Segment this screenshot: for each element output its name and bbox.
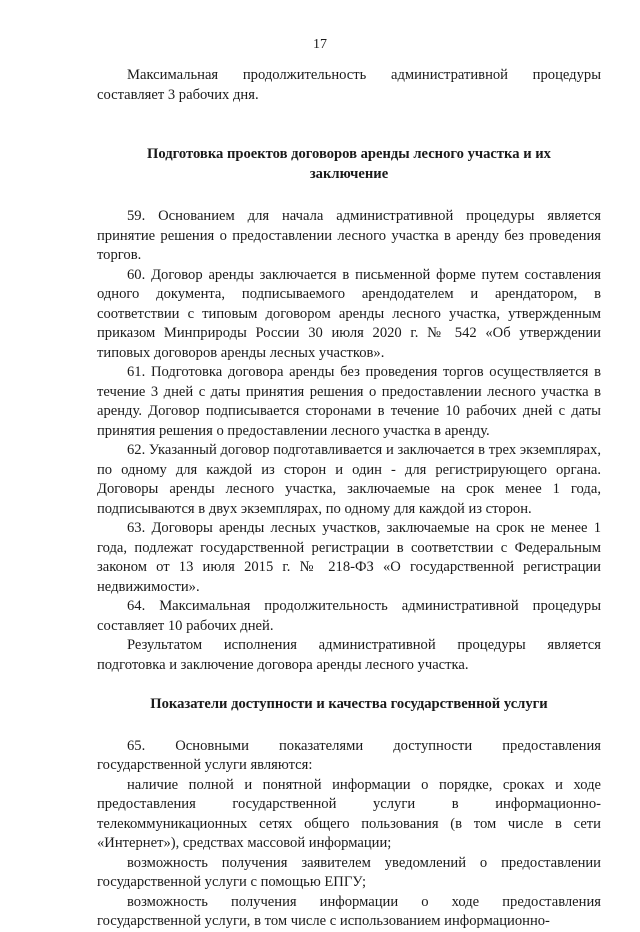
paragraph-progress-info: возможность получения информации о ходе предоставления государственной услуги, в том числе с использованием информационно-	[97, 893, 601, 929]
paragraph-65: 65. Основными показателями доступности предоставления государственной услуги являются:	[97, 737, 601, 773]
paragraph-result: Результатом исполнения административной процедуры является подготовка и заключение договора аренды лесного участка.	[97, 637, 601, 673]
paragraph-59: 59. Основанием для начала административной процедуры является принятие решения о предоставлении лесного участка в аренду без проведения торгов.	[97, 208, 601, 263]
paragraph-62: 62. Указанный договор подготавливается и заключается в трех экземплярах, по одному для каждой из сторон и один - для регистрирующего органа. Договоры аренды лесного участка, заключаемые на срок менее 1 года, подписываются в двух экземплярах, по одному для каждой из сторон.	[97, 442, 601, 517]
paragraph-64: 64. Максимальная продолжительность административной процедуры составляет 10 рабочих дней.	[97, 598, 601, 634]
intro-paragraph: Максимальная продолжительность административной процедуры составляет 3 рабочих дня.	[97, 67, 601, 103]
section-heading-lease-contracts: Подготовка проектов договоров аренды лесного участка и их заключение	[147, 146, 551, 182]
document-body	[97, 66, 601, 932]
paragraph-60: 60. Договор аренды заключается в письменной форме путем составления одного документа, подписываемого арендодателем и арендатором, в соответствии с типовым договором аренды лесного участка, утвержденным приказом Минприроды России 30 июля 2020 г. № 542 «Об утверждении типовых договоров аренды лесных участков».	[97, 266, 601, 361]
paragraph-63: 63. Договоры аренды лесных участков, заключаемые на срок не менее 1 года, подлежат государственной регистрации в соответствии с Федеральным законом от 13 июля 2015 г. № 218-ФЗ «О государственной регистрации недвижимости».	[97, 520, 601, 595]
paragraph-info-availability: наличие полной и понятной информации о порядке, сроках и ходе предоставления государственной услуги в информационно-телекоммуникационных сетях общего пользования (в том числе в сети «Интернет»), средствах массовой информации;	[97, 776, 601, 851]
page-number: 17	[313, 37, 327, 52]
paragraph-61: 61. Подготовка договора аренды без проведения торгов осуществляется в течение 3 дней с даты принятия решения о предоставлении лесного участка в аренду. Договор подписывается сторонами в течение 10 рабочих дней с даты принятия решения о предоставлении лесного участка в аренду.	[97, 364, 601, 439]
paragraph-notifications: возможность получения заявителем уведомлений о предоставлении государственной услуги с помощью ЕПГУ;	[97, 854, 601, 890]
section-heading-accessibility-quality: Показатели доступности и качества государственной услуги	[150, 696, 548, 712]
